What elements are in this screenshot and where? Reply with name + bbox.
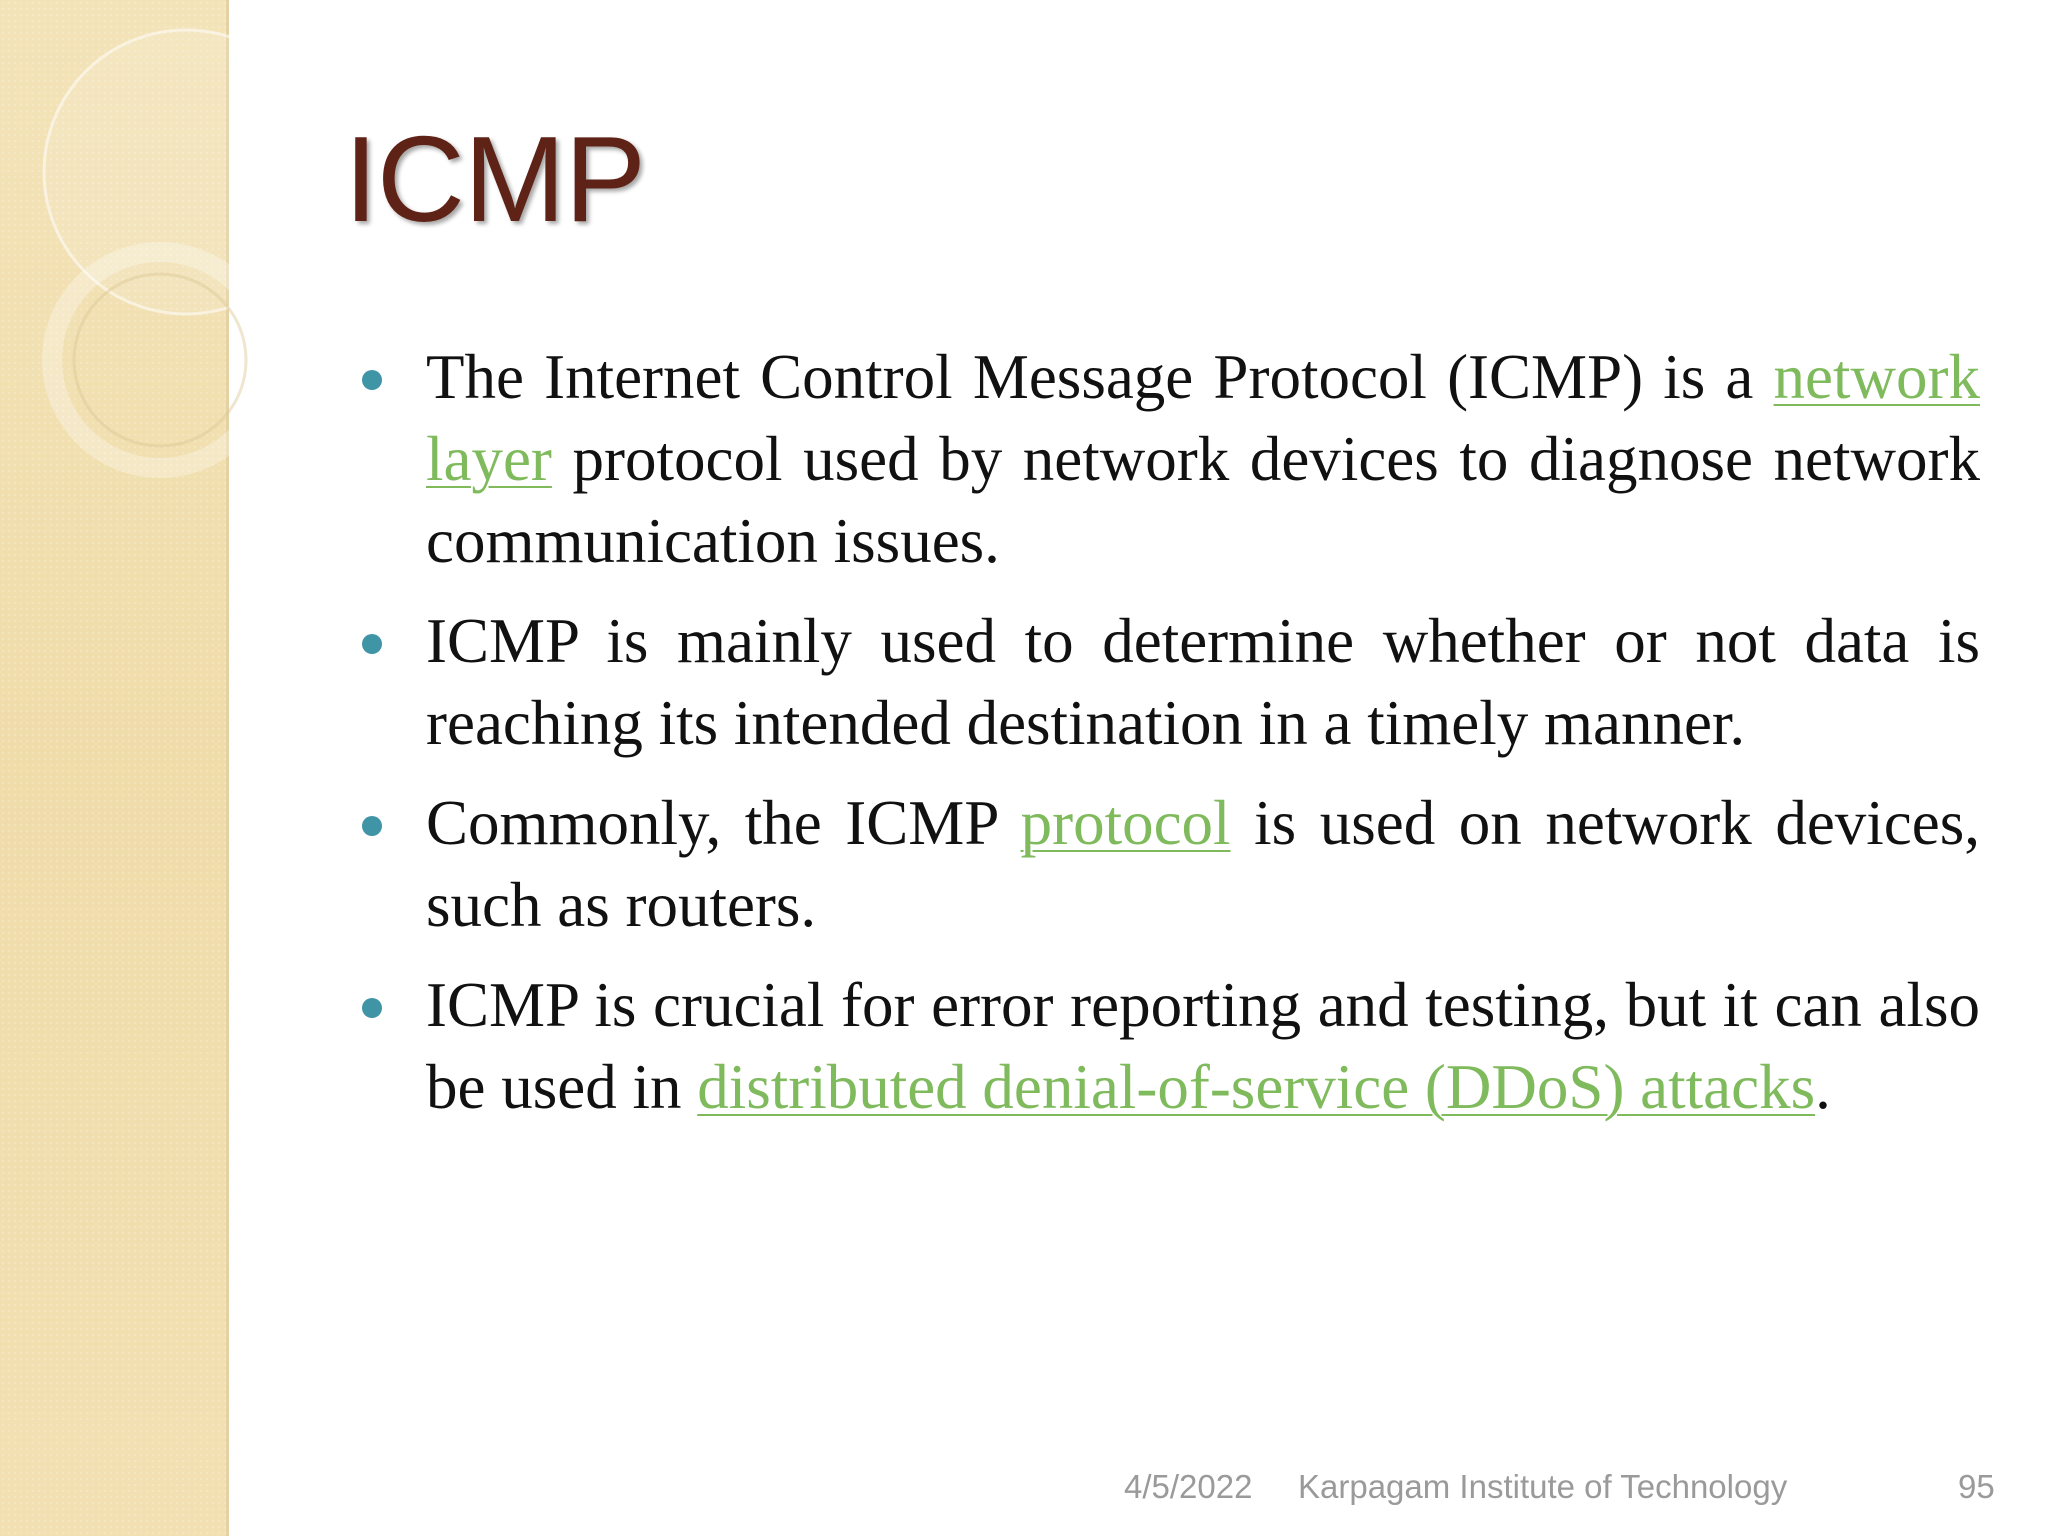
bullet-list	[362, 336, 1980, 1146]
bullet-item	[362, 964, 1980, 1128]
hyperlink[interactable]: protocol	[1020, 788, 1231, 858]
bullet-dot-icon	[362, 634, 382, 654]
bullet-text: .	[1815, 1052, 1831, 1122]
bullet-item	[362, 782, 1980, 946]
bullet-text: is used on network devices, such as routers.	[426, 788, 1980, 940]
bullet-dot-icon	[362, 998, 382, 1018]
slide-title: ICMP	[344, 111, 645, 247]
bullet-text: Commonly, the ICMP	[426, 788, 1021, 858]
swirl-rings-icon	[0, 0, 360, 560]
footer-date: 4/5/2022	[1124, 1468, 1253, 1505]
bullet-item	[362, 600, 1980, 764]
bullet-dot-icon	[362, 816, 382, 836]
hyperlink[interactable]: distributed denial-of-service (DDoS) attacks	[697, 1052, 1816, 1122]
bullet-item	[362, 336, 1980, 582]
bullet-text: The Internet Control Message Protocol (ICMP) is a	[426, 342, 1774, 412]
bullet-dot-icon	[362, 370, 382, 390]
bullet-text: protocol used by network devices to diagnose network communication issues.	[426, 424, 1980, 576]
footer-page-number: 95	[1958, 1468, 1995, 1505]
footer-organization: Karpagam Institute of Technology	[1298, 1468, 1788, 1505]
bullet-text: ICMP is mainly used to determine whether or not data is reaching its intended destination in a timely manner.	[426, 606, 1980, 758]
hyperlink[interactable]: network layer	[426, 342, 1980, 494]
bullet-text: ICMP is crucial for error reporting and testing, but it can also be used in	[426, 970, 1980, 1122]
